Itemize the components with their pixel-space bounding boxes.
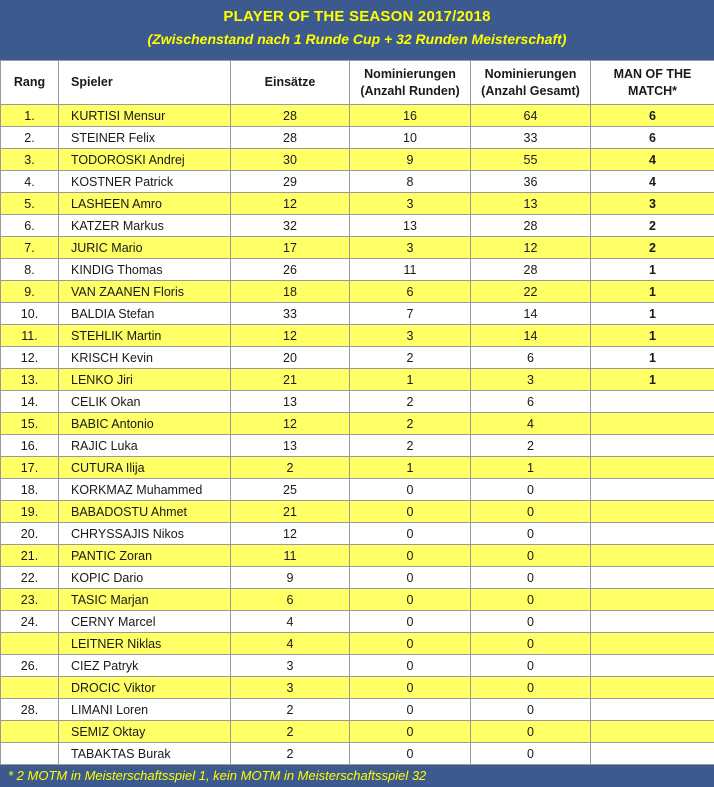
cell-nominierungen-runden: 0 (350, 611, 471, 633)
table-row (1, 523, 714, 545)
table-row (1, 611, 714, 633)
cell-rang: 8. (1, 259, 59, 281)
cell-einsaetze: 13 (231, 391, 350, 413)
cell-motm (591, 655, 714, 677)
cell-spieler: KRISCH Kevin (59, 347, 231, 369)
cell-spieler: LASHEEN Amro (59, 193, 231, 215)
cell-einsaetze: 32 (231, 215, 350, 237)
cell-nominierungen-gesamt: 0 (471, 633, 591, 655)
cell-nominierungen-gesamt: 14 (471, 325, 591, 347)
cell-nominierungen-gesamt: 22 (471, 281, 591, 303)
table-row (1, 303, 714, 325)
table-row (1, 677, 714, 699)
cell-motm: 1 (591, 325, 714, 347)
cell-nominierungen-runden: 0 (350, 589, 471, 611)
cell-rang: 15. (1, 413, 59, 435)
cell-nominierungen-gesamt: 1 (471, 457, 591, 479)
cell-motm: 1 (591, 347, 714, 369)
cell-einsaetze: 20 (231, 347, 350, 369)
cell-nominierungen-runden: 0 (350, 523, 471, 545)
table-row (1, 215, 714, 237)
cell-nominierungen-gesamt: 0 (471, 589, 591, 611)
cell-einsaetze: 11 (231, 545, 350, 567)
table-row (1, 193, 714, 215)
table-row (1, 435, 714, 457)
cell-spieler: DROCIC Viktor (59, 677, 231, 699)
cell-nominierungen-gesamt: 28 (471, 259, 591, 281)
cell-motm (591, 699, 714, 721)
cell-nominierungen-runden: 0 (350, 633, 471, 655)
cell-spieler: LENKO Jiri (59, 369, 231, 391)
cell-rang: 28. (1, 699, 59, 721)
cell-nominierungen-gesamt: 0 (471, 677, 591, 699)
cell-einsaetze: 28 (231, 105, 350, 127)
table-row (1, 479, 714, 501)
cell-nominierungen-gesamt: 0 (471, 743, 591, 765)
cell-motm: 2 (591, 237, 714, 259)
cell-motm (591, 501, 714, 523)
cell-rang (1, 721, 59, 743)
cell-rang: 13. (1, 369, 59, 391)
col-header-nominierungen-gesamt (471, 61, 591, 105)
cell-rang: 12. (1, 347, 59, 369)
cell-motm: 1 (591, 303, 714, 325)
col-header-motm-line2: MATCH* (628, 84, 677, 98)
cell-einsaetze: 21 (231, 369, 350, 391)
cell-rang: 23. (1, 589, 59, 611)
cell-spieler: KINDIG Thomas (59, 259, 231, 281)
table-row (1, 545, 714, 567)
cell-spieler: STEINER Felix (59, 127, 231, 149)
col-header-motm-line1: MAN OF THE (614, 67, 692, 81)
cell-nominierungen-runden: 8 (350, 171, 471, 193)
cell-spieler: VAN ZAANEN Floris (59, 281, 231, 303)
footnote: * 2 MOTM in Meisterschaftsspiel 1, kein MOTM in Meisterschaftsspiel 32 (0, 765, 714, 787)
header-row (1, 61, 714, 105)
table-row (1, 699, 714, 721)
cell-nominierungen-runden: 0 (350, 655, 471, 677)
cell-nominierungen-gesamt: 0 (471, 567, 591, 589)
cell-nominierungen-gesamt: 0 (471, 501, 591, 523)
cell-nominierungen-gesamt: 14 (471, 303, 591, 325)
cell-rang: 5. (1, 193, 59, 215)
cell-einsaetze: 3 (231, 655, 350, 677)
cell-einsaetze: 29 (231, 171, 350, 193)
cell-einsaetze: 12 (231, 325, 350, 347)
cell-einsaetze: 2 (231, 721, 350, 743)
cell-einsaetze: 4 (231, 633, 350, 655)
cell-motm (591, 611, 714, 633)
table-row (1, 149, 714, 171)
col-header-motm (591, 61, 714, 105)
cell-nominierungen-gesamt: 3 (471, 369, 591, 391)
cell-motm (591, 435, 714, 457)
cell-rang: 20. (1, 523, 59, 545)
cell-nominierungen-runden: 1 (350, 457, 471, 479)
cell-einsaetze: 26 (231, 259, 350, 281)
cell-nominierungen-runden: 2 (350, 435, 471, 457)
cell-spieler: KURTISI Mensur (59, 105, 231, 127)
cell-nominierungen-runden: 3 (350, 325, 471, 347)
cell-nominierungen-gesamt: 33 (471, 127, 591, 149)
ranking-table-header (1, 61, 714, 105)
cell-einsaetze: 2 (231, 743, 350, 765)
cell-nominierungen-runden: 0 (350, 545, 471, 567)
cell-rang: 18. (1, 479, 59, 501)
cell-einsaetze: 12 (231, 193, 350, 215)
cell-motm: 6 (591, 105, 714, 127)
cell-motm: 3 (591, 193, 714, 215)
table-row (1, 633, 714, 655)
cell-nominierungen-gesamt: 13 (471, 193, 591, 215)
cell-motm (591, 457, 714, 479)
cell-nominierungen-gesamt: 6 (471, 347, 591, 369)
cell-einsaetze: 4 (231, 611, 350, 633)
cell-spieler: CELIK Okan (59, 391, 231, 413)
table-row (1, 743, 714, 765)
cell-einsaetze: 21 (231, 501, 350, 523)
cell-nominierungen-gesamt: 28 (471, 215, 591, 237)
col-header-nom-runden-line2: (Anzahl Runden) (360, 84, 459, 98)
table-row (1, 369, 714, 391)
cell-rang: 3. (1, 149, 59, 171)
cell-einsaetze: 2 (231, 457, 350, 479)
cell-spieler: TASIC Marjan (59, 589, 231, 611)
cell-spieler: KOSTNER Patrick (59, 171, 231, 193)
table-row (1, 171, 714, 193)
cell-rang: 17. (1, 457, 59, 479)
table-row (1, 413, 714, 435)
cell-rang: 19. (1, 501, 59, 523)
cell-motm (591, 589, 714, 611)
cell-spieler: JURIC Mario (59, 237, 231, 259)
cell-spieler: STEHLIK Martin (59, 325, 231, 347)
cell-spieler: CUTURA Ilija (59, 457, 231, 479)
cell-motm: 1 (591, 369, 714, 391)
cell-nominierungen-runden: 1 (350, 369, 471, 391)
cell-nominierungen-runden: 10 (350, 127, 471, 149)
cell-nominierungen-gesamt: 0 (471, 655, 591, 677)
cell-rang: 4. (1, 171, 59, 193)
cell-nominierungen-runden: 11 (350, 259, 471, 281)
cell-nominierungen-runden: 7 (350, 303, 471, 325)
table-row (1, 567, 714, 589)
cell-einsaetze: 3 (231, 677, 350, 699)
cell-spieler: RAJIC Luka (59, 435, 231, 457)
cell-motm: 1 (591, 281, 714, 303)
cell-rang: 10. (1, 303, 59, 325)
cell-motm (591, 545, 714, 567)
cell-nominierungen-runden: 9 (350, 149, 471, 171)
cell-motm (591, 633, 714, 655)
cell-motm (591, 721, 714, 743)
table-row (1, 655, 714, 677)
cell-nominierungen-runden: 6 (350, 281, 471, 303)
cell-nominierungen-runden: 3 (350, 193, 471, 215)
cell-nominierungen-runden: 3 (350, 237, 471, 259)
cell-spieler: BALDIA Stefan (59, 303, 231, 325)
cell-spieler: KORKMAZ Muhammed (59, 479, 231, 501)
table-row (1, 501, 714, 523)
sheet-title: PLAYER OF THE SEASON 2017/2018 (0, 6, 714, 28)
cell-einsaetze: 30 (231, 149, 350, 171)
table-row (1, 259, 714, 281)
cell-einsaetze: 28 (231, 127, 350, 149)
ranking-table-body (1, 105, 714, 765)
cell-einsaetze: 9 (231, 567, 350, 589)
cell-rang (1, 633, 59, 655)
cell-einsaetze: 12 (231, 523, 350, 545)
col-header-nominierungen-runden (350, 61, 471, 105)
col-header-nom-gesamt-line1: Nominierungen (485, 67, 577, 81)
cell-nominierungen-gesamt: 36 (471, 171, 591, 193)
cell-spieler: KOPIC Dario (59, 567, 231, 589)
table-row (1, 281, 714, 303)
table-row (1, 589, 714, 611)
cell-einsaetze: 17 (231, 237, 350, 259)
cell-spieler: BABIC Antonio (59, 413, 231, 435)
cell-nominierungen-gesamt: 0 (471, 699, 591, 721)
cell-motm (591, 523, 714, 545)
cell-rang: 11. (1, 325, 59, 347)
cell-motm: 6 (591, 127, 714, 149)
cell-nominierungen-gesamt: 4 (471, 413, 591, 435)
cell-nominierungen-gesamt: 0 (471, 611, 591, 633)
table-row (1, 347, 714, 369)
sheet-header (0, 0, 714, 60)
cell-nominierungen-gesamt: 0 (471, 721, 591, 743)
cell-rang: 14. (1, 391, 59, 413)
cell-nominierungen-runden: 0 (350, 479, 471, 501)
table-row (1, 237, 714, 259)
cell-nominierungen-gesamt: 0 (471, 479, 591, 501)
cell-motm (591, 413, 714, 435)
cell-motm: 1 (591, 259, 714, 281)
cell-rang: 16. (1, 435, 59, 457)
cell-rang: 6. (1, 215, 59, 237)
cell-motm: 4 (591, 149, 714, 171)
cell-motm (591, 391, 714, 413)
cell-rang: 9. (1, 281, 59, 303)
cell-rang: 1. (1, 105, 59, 127)
cell-nominierungen-runden: 2 (350, 347, 471, 369)
table-row (1, 457, 714, 479)
cell-nominierungen-gesamt: 2 (471, 435, 591, 457)
cell-spieler: PANTIC Zoran (59, 545, 231, 567)
cell-spieler: CIEZ Patryk (59, 655, 231, 677)
cell-einsaetze: 25 (231, 479, 350, 501)
cell-rang: 7. (1, 237, 59, 259)
cell-spieler: LEITNER Niklas (59, 633, 231, 655)
cell-einsaetze: 13 (231, 435, 350, 457)
cell-nominierungen-gesamt: 6 (471, 391, 591, 413)
cell-einsaetze: 2 (231, 699, 350, 721)
cell-nominierungen-runden: 0 (350, 721, 471, 743)
cell-spieler: CHRYSSAJIS Nikos (59, 523, 231, 545)
cell-einsaetze: 18 (231, 281, 350, 303)
cell-einsaetze: 33 (231, 303, 350, 325)
cell-nominierungen-runden: 0 (350, 699, 471, 721)
cell-nominierungen-runden: 0 (350, 501, 471, 523)
cell-nominierungen-runden: 2 (350, 413, 471, 435)
cell-motm: 4 (591, 171, 714, 193)
cell-nominierungen-gesamt: 55 (471, 149, 591, 171)
cell-rang: 2. (1, 127, 59, 149)
cell-motm (591, 677, 714, 699)
cell-motm: 2 (591, 215, 714, 237)
cell-spieler: TODOROSKI Andrej (59, 149, 231, 171)
cell-rang: 21. (1, 545, 59, 567)
table-row (1, 721, 714, 743)
sheet-subtitle: (Zwischenstand nach 1 Runde Cup + 32 Runden Meisterschaft) (0, 28, 714, 50)
cell-nominierungen-runden: 0 (350, 567, 471, 589)
cell-nominierungen-gesamt: 0 (471, 523, 591, 545)
col-header-nom-gesamt-line2: (Anzahl Gesamt) (481, 84, 580, 98)
cell-nominierungen-runden: 2 (350, 391, 471, 413)
cell-motm (591, 567, 714, 589)
table-row (1, 105, 714, 127)
cell-rang (1, 743, 59, 765)
cell-rang: 22. (1, 567, 59, 589)
cell-spieler: LIMANI Loren (59, 699, 231, 721)
table-row (1, 127, 714, 149)
cell-nominierungen-gesamt: 12 (471, 237, 591, 259)
cell-spieler: KATZER Markus (59, 215, 231, 237)
cell-motm (591, 743, 714, 765)
col-header-einsaetze: Einsätze (231, 61, 350, 105)
cell-nominierungen-runden: 16 (350, 105, 471, 127)
cell-spieler: TABAKTAS Burak (59, 743, 231, 765)
cell-nominierungen-gesamt: 64 (471, 105, 591, 127)
table-row (1, 325, 714, 347)
col-header-nom-runden-line1: Nominierungen (364, 67, 456, 81)
cell-nominierungen-gesamt: 0 (471, 545, 591, 567)
cell-einsaetze: 12 (231, 413, 350, 435)
cell-spieler: CERNY Marcel (59, 611, 231, 633)
cell-motm (591, 479, 714, 501)
cell-einsaetze: 6 (231, 589, 350, 611)
cell-rang (1, 677, 59, 699)
ranking-table (0, 60, 714, 765)
cell-spieler: BABADOSTU Ahmet (59, 501, 231, 523)
col-header-rang: Rang (1, 61, 59, 105)
cell-nominierungen-runden: 13 (350, 215, 471, 237)
cell-nominierungen-runden: 0 (350, 677, 471, 699)
table-row (1, 391, 714, 413)
col-header-spieler: Spieler (59, 61, 231, 105)
cell-rang: 24. (1, 611, 59, 633)
cell-spieler: SEMIZ Oktay (59, 721, 231, 743)
cell-nominierungen-runden: 0 (350, 743, 471, 765)
cell-rang: 26. (1, 655, 59, 677)
